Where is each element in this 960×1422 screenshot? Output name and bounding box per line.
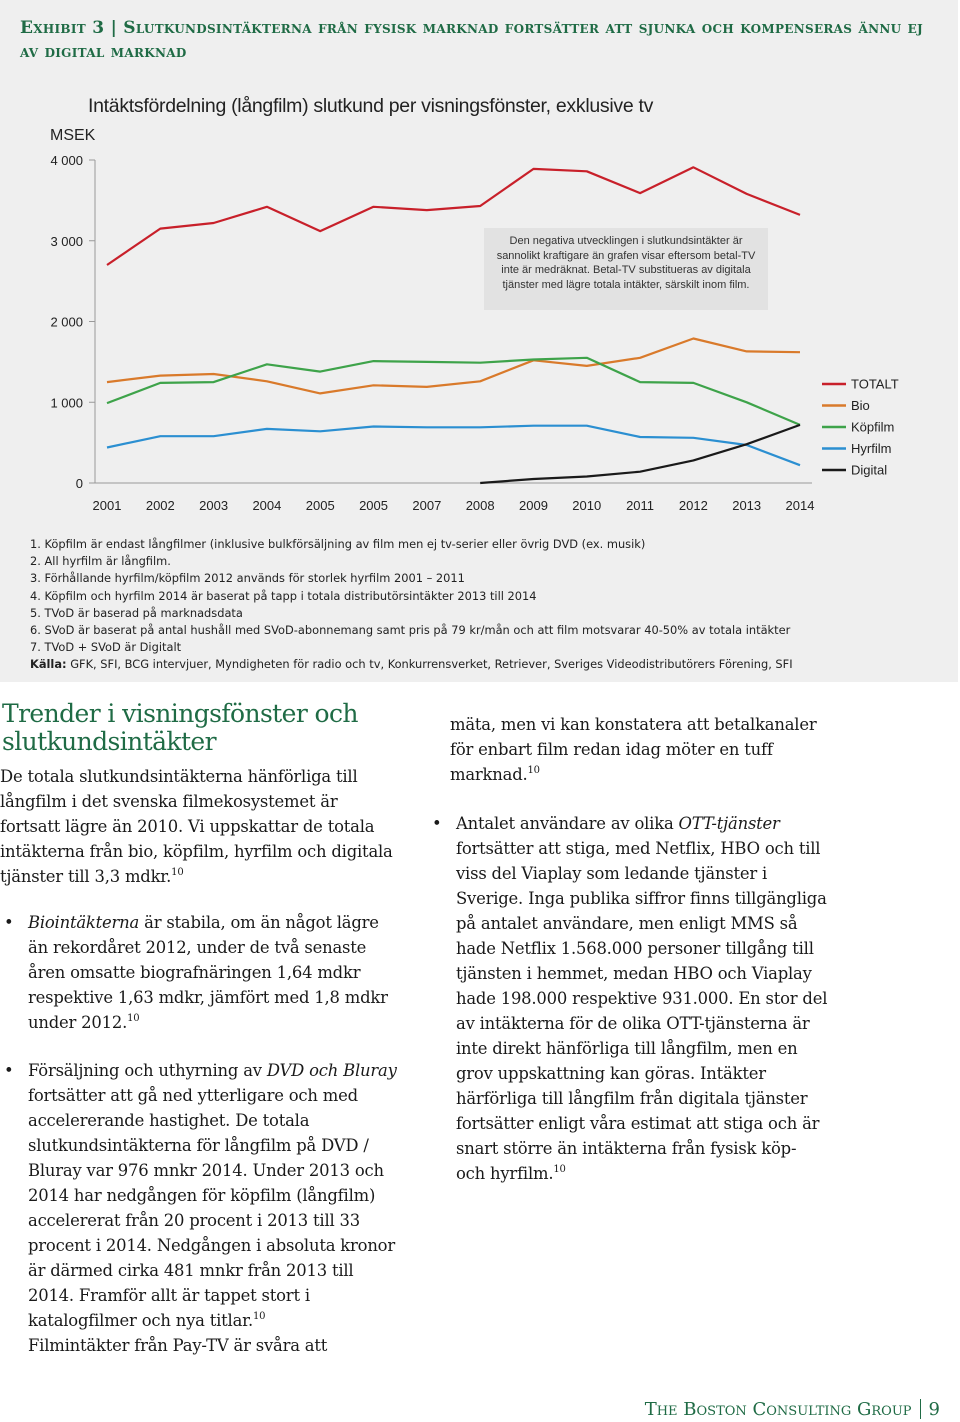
right-column [428, 712, 828, 1209]
exhibit-title: Exhibit 3 | Slutkundsintäkterna från fysisk marknad fortsätter att sjunka och kompenseras ännu ej av digital marknad [20, 18, 924, 62]
x-tick-label: 2013 [732, 498, 762, 513]
intro-text: De totala slutkundsintäkterna hänförliga till långfilm i det svenska filmekosystemet är fortsatt lägre än 2010. Vi uppskattar de totala intäkterna från bio, köpfilm, hyrfilm och digitala tjänster till 3,3 mdkr. [0, 767, 393, 886]
legend-label: Hyrfilm [851, 441, 892, 456]
x-tick-label: 2012 [678, 498, 708, 513]
legend-label: Bio [851, 398, 870, 413]
legend-label: Köpfilm [851, 419, 895, 435]
bullet-dot: • [432, 814, 442, 833]
bullet-ott-emphasis: OTT-tjänster [678, 814, 780, 833]
y-tick-label: 0 [75, 476, 83, 491]
y-tick-label: 2 000 [50, 314, 83, 330]
footer-company: The Boston Consulting Group [644, 1399, 912, 1420]
bullet-dot: • [4, 913, 14, 932]
bullet-ott-pre: Antalet användare av olika [456, 814, 679, 833]
source-text: GFK, SFI, BCG intervjuer, Myndigheten för radio och tv, Konkurrensverket, Retriever, Sveriges Videodistributörers Förening, SFI [66, 657, 793, 672]
x-tick-label: 2007 [412, 498, 442, 513]
footnote-3: 3. Förhållande hyrfilm/köpfilm 2012 används för storlek hyrfilm 2001 – 2011 [30, 571, 465, 586]
bullet-ott-footnote-ref: 10 [553, 1164, 566, 1175]
legend-label: Digital [851, 462, 888, 478]
y-tick-label: 4 000 [50, 153, 83, 168]
bullet-dvd-text: fortsätter att gå ned ytterligare och med accelererande hastighet. De totala slutkundsintäkterna för långfilm på DVD / Bluray var 976 mnkr 2014. Under 2013 och 2014 har nedgången för köpfilm (långfilm) accelererat från 20 procent i 2013 till 33 procent i 2014. Nedgången i absoluta kronor är därmed cirka 481 mnkr från 2013 till 2014. Framför allt är tappet stort i katalogfilmer och nya titlar. [28, 1086, 395, 1330]
y-tick-label: 3 000 [50, 233, 83, 249]
footer-separator [920, 1399, 921, 1419]
footnote-5: 5. TVoD är baserad på marknadsdata [30, 605, 243, 620]
paytv-continuation [428, 712, 828, 787]
footnote-2: 2. All hyrfilm är långfilm. [30, 554, 171, 569]
series-line-köpfilm [107, 358, 800, 425]
y-axis-label: MSEK [50, 127, 96, 144]
x-tick-label: 2002 [145, 498, 175, 513]
series-line-digital [480, 425, 800, 483]
footnotes [30, 536, 940, 674]
bullet-dvd [0, 1058, 400, 1358]
bullet-dvd-emphasis: DVD och Bluray [266, 1061, 397, 1080]
x-tick-label: 2011 [626, 498, 655, 513]
bullet-dvd-tail: Filmintäkter från Pay-TV är svåra att [28, 1336, 328, 1355]
bullet-bio [0, 910, 400, 1035]
page-footer [645, 1399, 940, 1420]
footnote-4: 4. Köpfilm och hyrfilm 2014 är baserat på tapp i totala distributörsintäkter 2013 till 2014 [30, 588, 537, 603]
x-tick-label: 2009 [519, 498, 548, 513]
chart-title-group [50, 95, 654, 144]
bullet-dvd-footnote-ref: 10 [253, 1311, 266, 1322]
chart-annotation: Den negativa utvecklingen i slutkundsintäkter är sannolikt kraftigare än grafen visar eftersom betal-TV inte är medräknat. Betal-TV substitueras av digitala tjänster med lägre totala intäkter, särskilt inom film. [484, 228, 768, 310]
footnote-7: 7. TVoD + SVoD är Digitalt [30, 640, 182, 655]
source-label: Källa: [30, 657, 67, 672]
bullet-bio-text: är stabila, om än något lägre än rekordåret 2012, under de två senaste åren omsatte biografnäringen 1,64 mdkr respektive 1,63 mdkr, jämfört med 1,8 mdkr under 2012. [28, 913, 388, 1032]
x-tick-label: 2010 [572, 498, 602, 513]
chart-legend [822, 377, 899, 478]
x-tick-label: 2014 [785, 498, 815, 513]
line-chart [0, 82, 958, 522]
x-tick-label: 2001 [92, 498, 122, 513]
bullet-bio-footnote-ref: 10 [127, 1013, 140, 1024]
intro-footnote-ref: 10 [171, 867, 184, 878]
x-tick-label: 2008 [465, 498, 495, 513]
paytv-text: mäta, men vi kan konstatera att betalkanaler för enbart film redan idag möter en tuff marknad. [450, 715, 817, 784]
x-tick-label: 2005 [359, 498, 388, 513]
source-line [30, 656, 940, 673]
legend-label: TOTALT [851, 376, 899, 392]
bullet-bio-emphasis: Biointäkterna [28, 913, 140, 932]
y-tick-label: 1 000 [50, 395, 83, 411]
bullet-ott-text: fortsätter att stiga, med Netflix, HBO och till viss del Viaplay som ledande tjänster i Sverige. Inga publika siffror finns tillgängliga på antalet användare, men enligt MMS så hade Netflix 1.568.000 personer tillgång till tjänsten i hemmet, medan HBO och Viaplay hade 198.000 respektive 931.000. En stor del av intäkterna för de olika OTT-tjänsterna är inte direkt hänförliga till långfilm, men en grov uppskattning kan göras. Intäkter härförliga till långfilm från digitala tjänster fortsätter enligt våra estimat att stiga och är snart större än intäkterna från fysisk köp- och hyrfilm. [456, 839, 828, 1183]
footer-page-number: 9 [928, 1399, 940, 1420]
left-column [0, 700, 400, 1381]
paytv-footnote-ref: 10 [527, 765, 540, 776]
bullet-dvd-pre: Försäljning och uthyrning av [28, 1061, 267, 1080]
footnote-1: 1. Köpfilm är endast långfilmer (inklusive bulkförsäljning av film men ej tv-serier eller övrig DVD (ex. musik) [30, 537, 646, 551]
x-tick-label: 2005 [305, 498, 335, 513]
footnote-6: 6. SVoD är baserat på antal hushåll med SVoD-abonnemang samt pris på 79 kr/mån och att film motsvarar 40-50% av totala intäkter [30, 623, 791, 638]
y-axis-ticks [50, 153, 95, 491]
series-line-bio [107, 339, 800, 394]
bullet-ott [428, 811, 828, 1186]
x-tick-label: 2003 [199, 498, 229, 513]
bullet-dot: • [4, 1061, 14, 1080]
x-axis-ticks [93, 498, 815, 513]
chart-title: Intäktsfördelning (långfilm) slutkund per visningsfönster, exklusive tv [88, 95, 654, 117]
x-tick-label: 2004 [252, 498, 282, 513]
section-heading: Trender i visningsfönster och slutkundsintäkter [2, 699, 358, 756]
intro-paragraph [0, 764, 400, 889]
series-lines [107, 167, 800, 483]
